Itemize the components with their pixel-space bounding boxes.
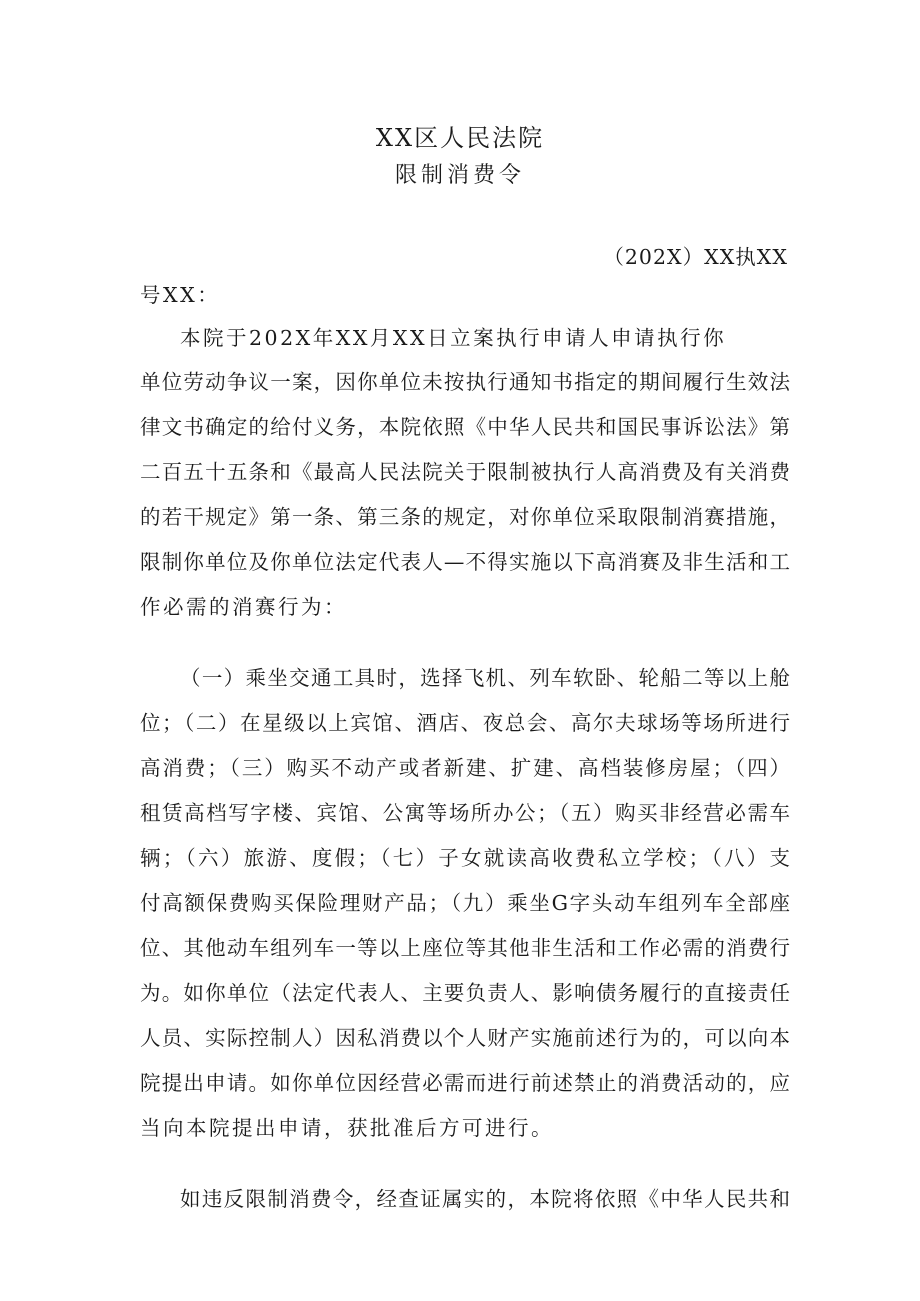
paragraph2-line: 当向本院提出申请，获批准后方可进行。 [140, 1116, 554, 1140]
paragraph2-line: 人员、实际控制人）因私消费以个人财产实施前述行为的，可以向本 [140, 1026, 790, 1050]
addressee: 号XX： [140, 283, 221, 307]
paragraph2-line: 为。如你单位（法定代表人、主要负责人、影响债务履行的直接责任 [140, 981, 790, 1005]
paragraph1-line: 本院于202X年XX月XX日立案执行申请人申请执行你 [180, 326, 727, 350]
paragraph2-line: （一）乘坐交通工具时，选择飞机、列车软卧、轮船二等以上舱 [180, 666, 790, 690]
paragraph2-line: 付高额保费购买保险理财产品；（九）乘坐G字头动车组列车全部座 [140, 891, 790, 915]
paragraph3-line: 如违反限制消费令，经查证属实的，本院将依照《中华人民共和 [180, 1187, 790, 1211]
paragraph1-line: 作必需的消赛行为： [140, 595, 347, 619]
paragraph1-line: 单位劳动争议一案，因你单位未按执行通知书指定的期间履行生效法 [140, 370, 790, 394]
paragraph1-line: 限制你单位及你单位法定代表人—不得实施以下高消赛及非生活和工 [140, 550, 790, 574]
document-title: 限制消费令 [394, 163, 525, 188]
paragraph2-line: 辆；（六）旅游、度假；（七）子女就读高收费私立学校；（八）支 [140, 846, 790, 870]
court-name: XX区人民法院 [375, 124, 545, 152]
paragraph2-line: 高消费；（三）购买不动产或者新建、扩建、高档装修房屋；（四） [140, 756, 790, 780]
paragraph2-line: 位；（二）在星级以上宾馆、酒店、夜总会、高尔夫球场等场所进行 [140, 711, 790, 735]
paragraph2-line: 院提出申请。如你单位因经营必需而进行前述禁止的消费活动的，应 [140, 1071, 790, 1095]
paragraph1-line: 二百五十五条和《最高人民法院关于限制被执行人高消费及有关消费 [140, 460, 790, 484]
paragraph1-line: 的若干规定》第一条、第三条的规定，对你单位采取限制消赛措施， [140, 505, 790, 529]
case-number: （202X）XX执XX [603, 245, 788, 269]
paragraph2-line: 位、其他动车组列车一等以上座位等其他非生活和工作必需的消费行 [140, 936, 790, 960]
paragraph1-line: 律文书确定的给付义务，本院依照《中华人民共和国民事诉讼法》第 [140, 415, 790, 439]
paragraph2-line: 租赁高档写字楼、宾馆、公寓等场所办公；（五）购买非经营必需车 [140, 801, 790, 825]
